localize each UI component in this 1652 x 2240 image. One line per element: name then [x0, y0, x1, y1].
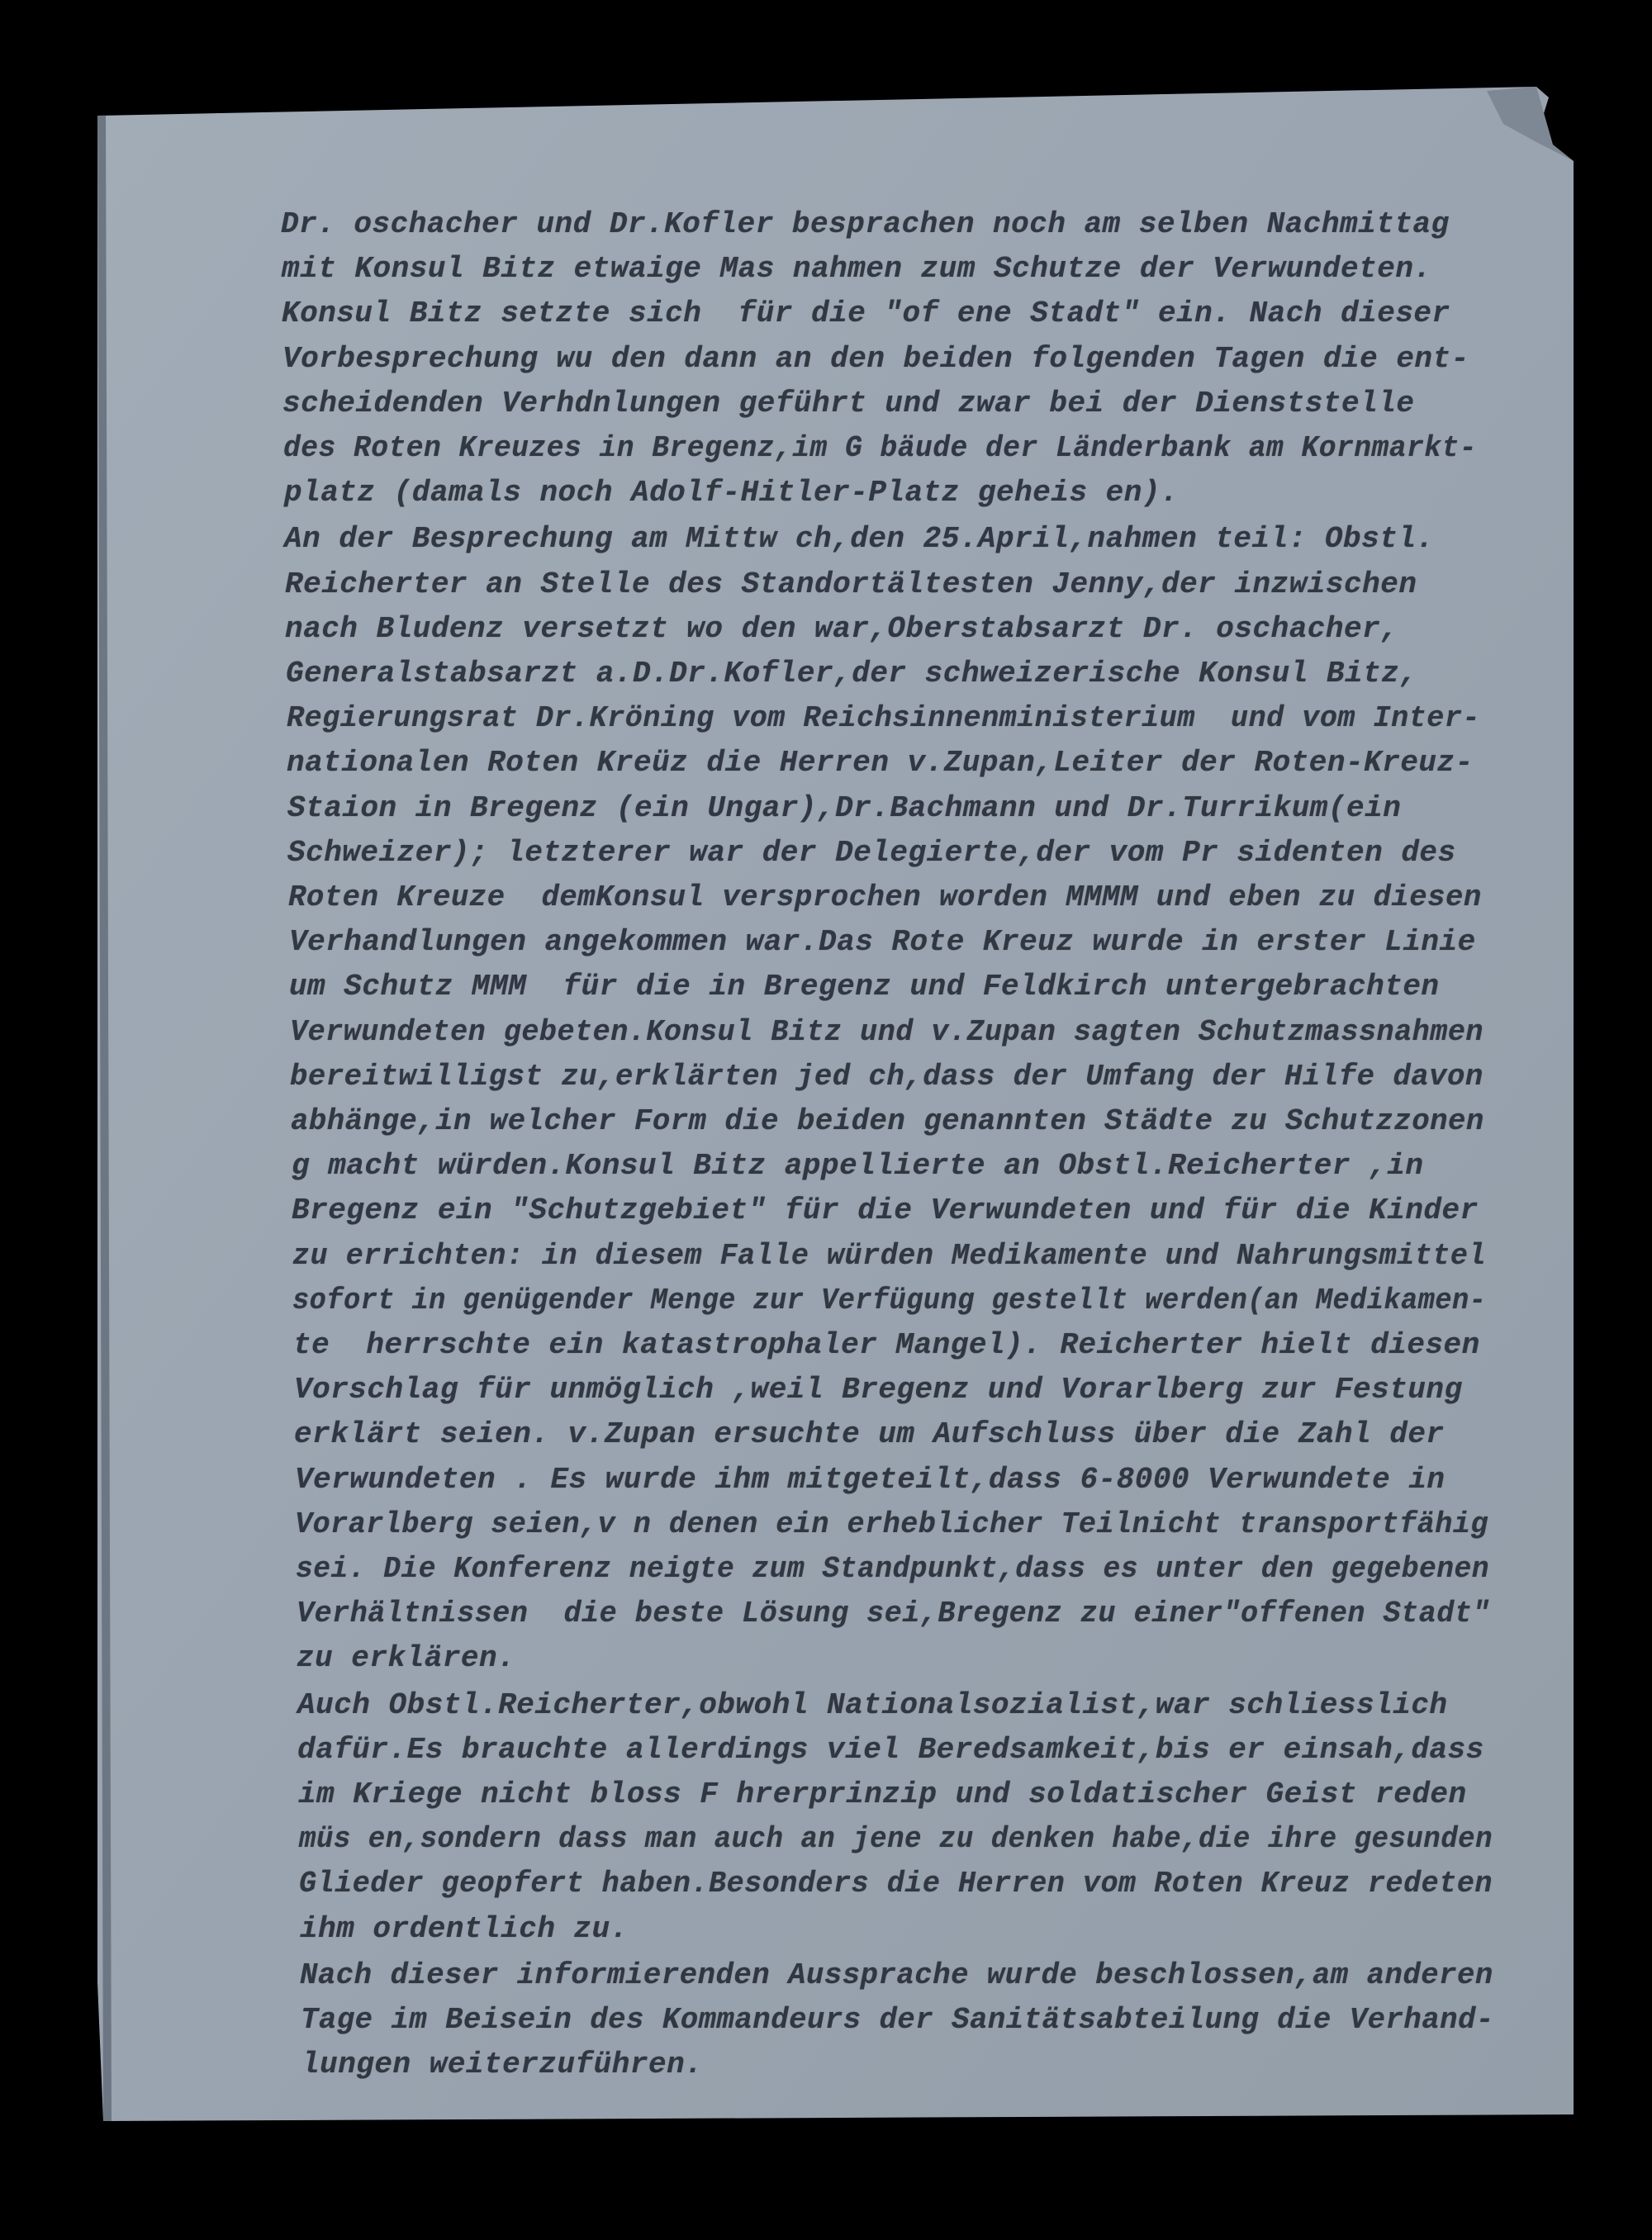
text-line: zu errichten: in diesem Falle würden Medikamente und Nahrungsmittel: [292, 1238, 1486, 1273]
text-line: bereitwilligst zu,erklärten jed ch,dass der Umfang der Hilfe davon: [290, 1059, 1483, 1094]
text-line: Verwundeten . Es wurde ihm mitgeteilt,dass 6-8000 Verwundete in: [295, 1462, 1446, 1497]
text-line: nach Bludenz versetzt wo den war,Oberstabsarzt Dr. oschacher,: [285, 611, 1399, 646]
text-line: im Kriege nicht bloss F hrerprinzip und soldatischer Geist reden: [298, 1777, 1467, 1811]
text-line: um Schutz MMM für die in Bregenz und Feldkirch untergebrachten: [289, 970, 1440, 1004]
text-line: platz (damals noch Adolf-Hitler-Platz geheis en).: [284, 476, 1180, 510]
text-line: Konsul Bitz setzte sich für die "of ene Stadt" ein. Nach dieser: [282, 297, 1450, 331]
text-line: Dr. oschacher und Dr.Kofler besprachen noch am selben Nachmittag: [281, 207, 1450, 241]
text-line: scheidenden Verhdnlungen geführt und zwar bei der Dienststelle: [282, 386, 1415, 420]
text-line: mit Konsul Bitz etwaige Mas nahmen zum Schutze der Verwundeten.: [282, 252, 1432, 287]
text-line: zu erklären.: [297, 1641, 516, 1676]
text-line: sofort in genügender Menge zur Verfügung gestellt werden(an Medikamen-: [292, 1283, 1487, 1317]
text-line: Verhandlungen angekommen war.Das Rote Kreuz wurde in erster Linie: [289, 925, 1476, 960]
text-line: abhänge,in welcher Form die beiden genannten Städte zu Schutzzonen: [291, 1104, 1484, 1138]
text-line: g macht würden.Konsul Bitz appellierte an Obstl.Reicherter ,in: [292, 1149, 1424, 1184]
text-line: Tage im Beisein des Kommandeurs der Sanitätsabteilung die Verhand-: [301, 2003, 1494, 2037]
text-line: Verwundeten gebeten.Konsul Bitz und v.Zupan sagten Schutzmassnahmen: [290, 1014, 1483, 1049]
text-line: Vorarlberg seien,v n denen ein erheblicher Teilnicht transportfähig: [295, 1507, 1488, 1541]
text-line: lungen weiterzuführen.: [301, 2048, 704, 2082]
text-line: Regierungsrat Dr.Kröning vom Reichsinnenministerium und vom Inter-: [287, 701, 1480, 736]
text-line: te herrschte ein katastrophaler Mangel). Reicherter hielt diesen: [293, 1328, 1480, 1362]
text-line: des Roten Kreuzes in Bregenz,im G bäude der Länderbank am Kornmarkt-: [283, 431, 1478, 465]
text-line: müs en,sondern dass man auch an jene zu denken habe,die ihre gesunden: [299, 1822, 1493, 1857]
text-line: Roten Kreuze demKonsul versprochen worden MMMM und eben zu diesen: [288, 880, 1482, 914]
text-line: Schweizer); letzterer war der Delegierte,der vom Pr sidenten des: [287, 835, 1456, 870]
text-line: erklärt seien. v.Zupan ersuchte um Aufschluss über die Zahl der: [294, 1417, 1445, 1452]
text-line: Nach dieser informierenden Aussprache wurde beschlossen,am anderen: [300, 1958, 1493, 1992]
text-line: Reicherter an Stelle des Standortältesten Jenny,der inzwischen: [285, 567, 1417, 601]
text-line: Bregenz ein "Schutzgebiet" für die Verwundeten und für die Kinder: [292, 1194, 1479, 1228]
text-line: Auch Obstl.Reicherter,obwohl Nationalsozialist,war schliesslich: [297, 1687, 1448, 1722]
text-line: Generalstabsarzt a.D.Dr.Kofler,der schweizerische Konsul Bitz,: [286, 657, 1418, 691]
text-line: An der Besprechung am Mittw ch,den 25.April,nahmen teil: Obstl.: [284, 522, 1435, 557]
text-line: Verhältnissen die beste Lösung sei,Bregenz zu einer"offenen Stadt": [297, 1597, 1490, 1631]
text-line: nationalen Roten Kreüz die Herren v.Zupan,Leiter der Roten-Kreuz-: [287, 746, 1474, 781]
text-line: dafür.Es brauchte allerdings viel Beredsamkeit,bis er einsah,dass: [297, 1732, 1484, 1767]
text-line: Staion in Bregenz (ein Ungar),Dr.Bachmann und Dr.Turrikum(ein: [287, 790, 1402, 825]
text-line: Glieder geopfert haben.Besonders die Herren vom Roten Kreuz redeten: [299, 1867, 1493, 1901]
text-line: ihm ordentlich zu.: [300, 1911, 629, 1946]
text-line: Vorbesprechung wu den dann an den beiden folgenden Tagen die ent-: [282, 341, 1469, 376]
text-line: sei. Die Konferenz neigte zum Standpunkt,dass es unter den gegebenen: [296, 1552, 1490, 1586]
text-line: Vorschlag für unmöglich ,weil Bregenz und Vorarlberg zur Festung: [294, 1373, 1463, 1407]
